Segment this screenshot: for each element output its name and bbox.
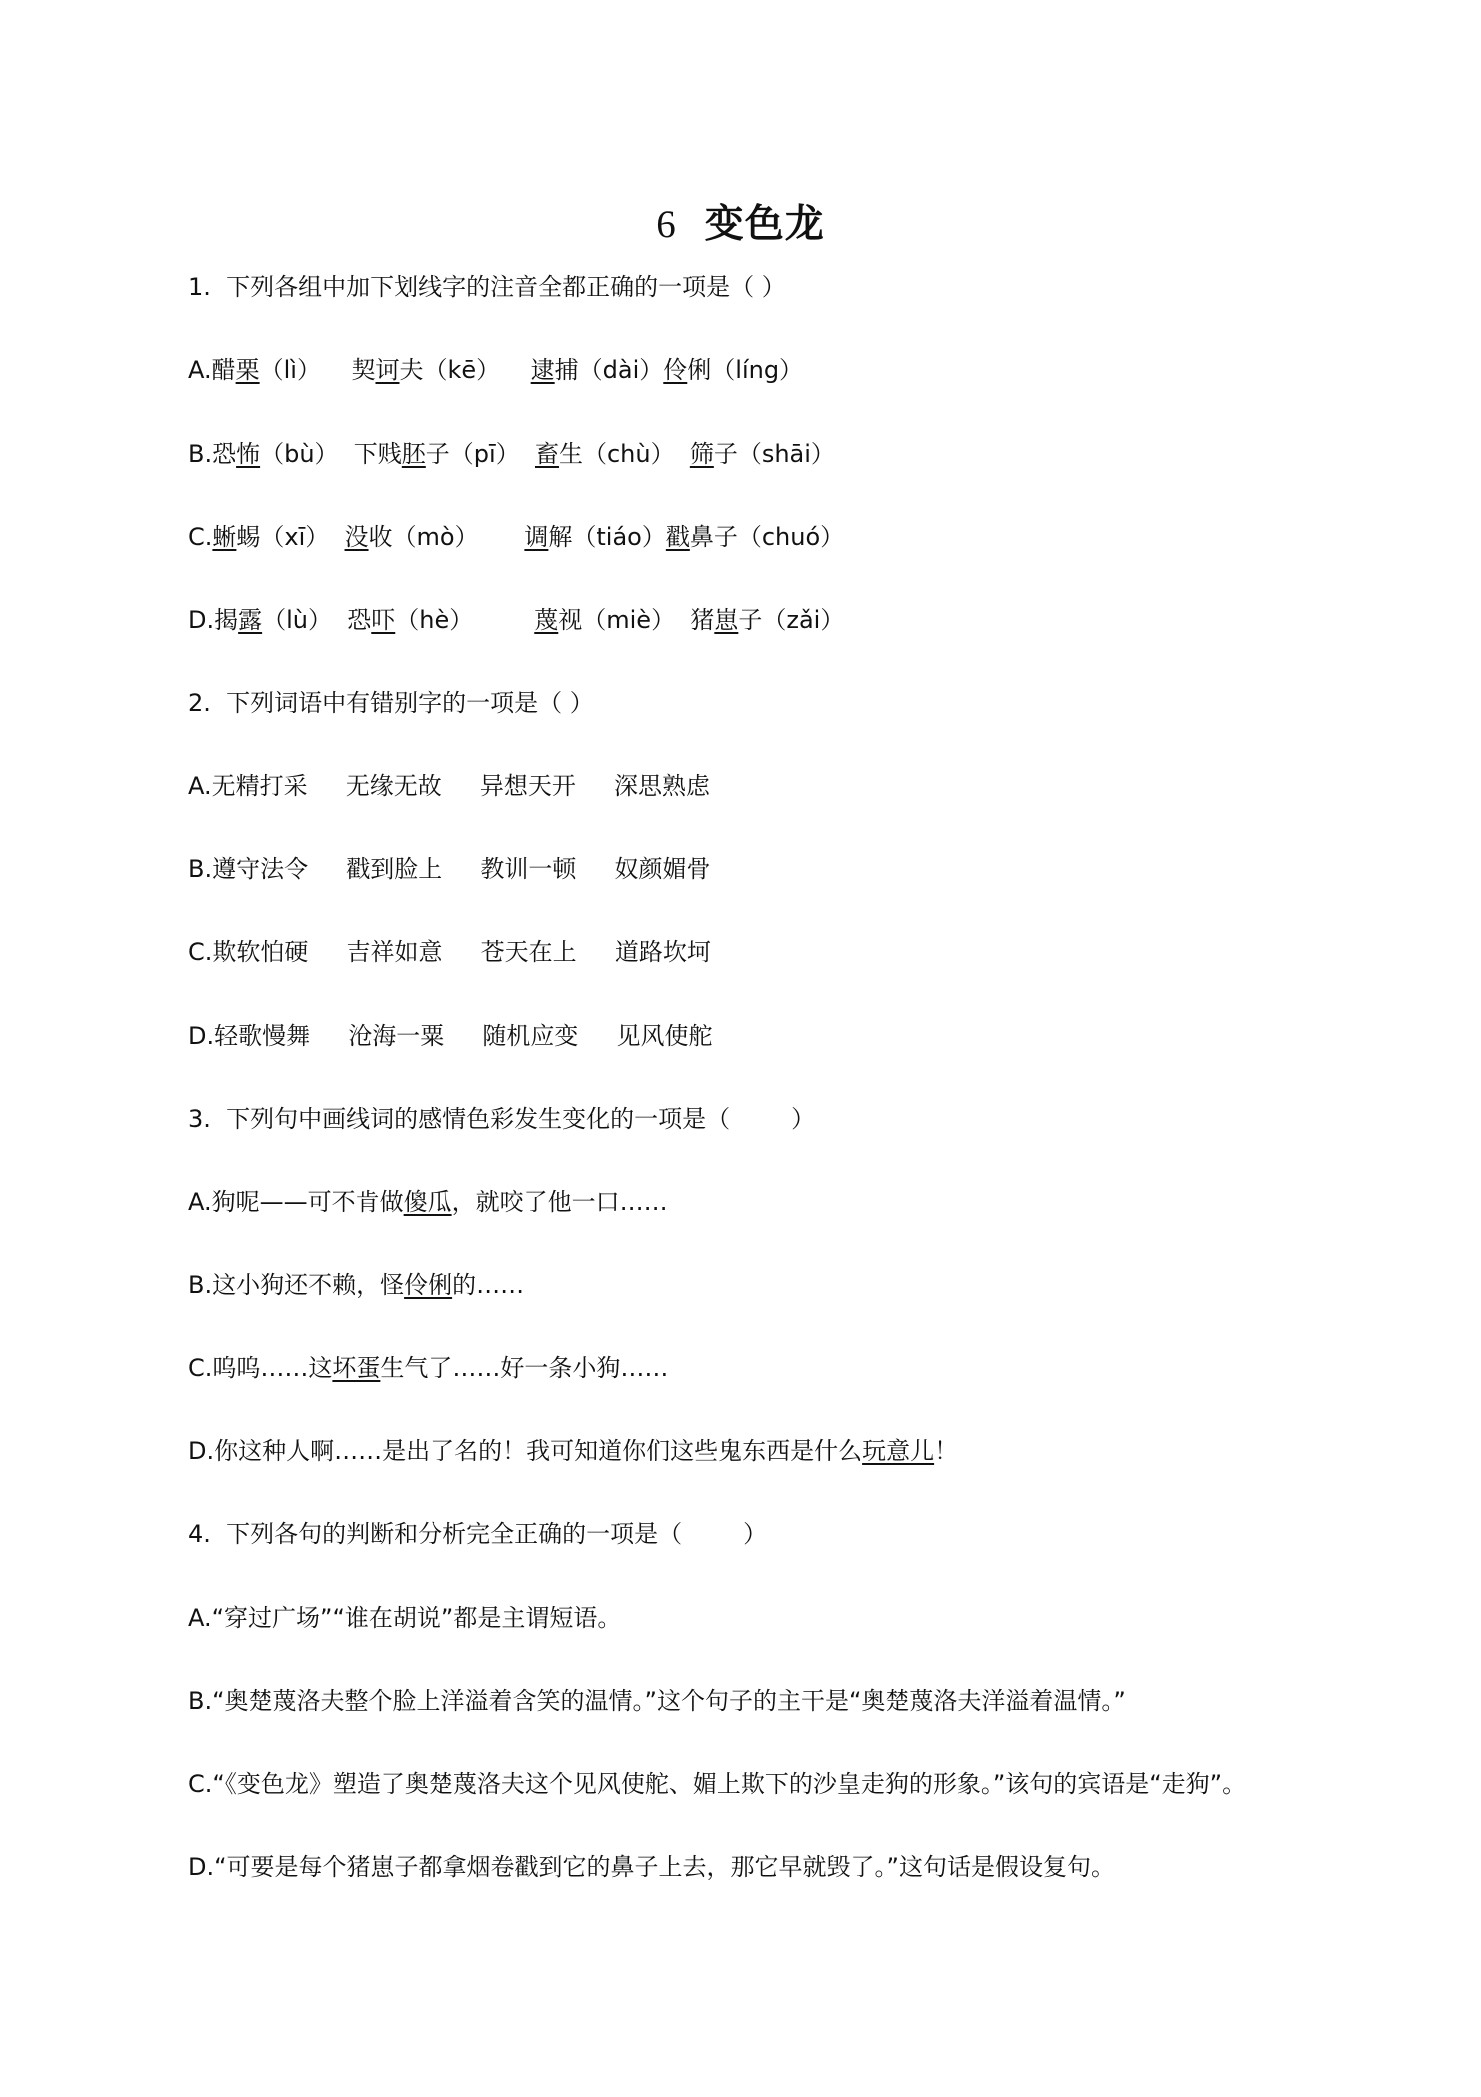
underlined-char: 栗 bbox=[235, 356, 260, 384]
underlined-char: 蜥 bbox=[212, 523, 237, 551]
underlined-word: 傻瓜 bbox=[403, 1188, 452, 1216]
text: （lù） 恐 bbox=[262, 606, 372, 634]
question-2-option-b: B.遵守法令 戳到脸上 教训一顿 奴颜媚骨 bbox=[188, 855, 711, 883]
text: 子（shāi） bbox=[713, 440, 835, 468]
question-4-option-c: C.“《变色龙》塑造了奥楚蔑洛夫这个见风使舵、媚上欺下的沙皇走狗的形象。”该句的宾语是“走狗”。 bbox=[188, 1770, 1247, 1798]
question-3-option-c bbox=[188, 1353, 668, 1383]
text: 蜴（xī） bbox=[236, 523, 345, 551]
underlined-char: 崽 bbox=[714, 606, 739, 634]
question-3-option-b bbox=[188, 1270, 524, 1300]
underlined-char: 逮 bbox=[530, 356, 555, 384]
text: 收（mò） bbox=[368, 523, 525, 551]
text: A.狗呢——可不肯做 bbox=[188, 1188, 404, 1216]
option-label: D. bbox=[188, 606, 215, 634]
text: 俐（líng） bbox=[687, 356, 804, 384]
text: （hè） bbox=[395, 606, 535, 634]
text: 子（zǎi） bbox=[738, 606, 845, 634]
question-1-stem: 1. 下列各组中加下划线字的注音全都正确的一项是（ ） bbox=[188, 273, 786, 301]
text: ！ bbox=[934, 1437, 959, 1465]
question-4-option-d: D.“可要是每个猪崽子都拿烟卷戳到它的鼻子上去，那它早就毁了。”这句话是假设复句。 bbox=[188, 1853, 1115, 1881]
underlined-char: 戳 bbox=[665, 523, 690, 551]
option-label: B. bbox=[188, 440, 213, 468]
text: 的…… bbox=[452, 1271, 525, 1299]
text: 捕（dài） bbox=[554, 356, 664, 384]
option-label: A. bbox=[188, 356, 212, 384]
question-1-option-b bbox=[188, 439, 835, 469]
underlined-char: 没 bbox=[344, 523, 369, 551]
question-3-option-a bbox=[188, 1187, 668, 1217]
question-1-option-d bbox=[188, 605, 844, 635]
underlined-word: 坏蛋 bbox=[332, 1354, 381, 1382]
question-3-option-d bbox=[188, 1436, 958, 1466]
text: 揭 bbox=[214, 606, 239, 634]
underlined-char: 露 bbox=[238, 606, 263, 634]
page-title bbox=[0, 193, 1481, 249]
underlined-char: 诃 bbox=[375, 356, 400, 384]
question-3-stem: 3. 下列句中画线词的感情色彩发生变化的一项是（ ） bbox=[188, 1105, 816, 1133]
text: 子（pī） bbox=[425, 440, 535, 468]
question-1-option-c bbox=[188, 522, 844, 552]
question-4-stem: 4. 下列各句的判断和分析完全正确的一项是（ ） bbox=[188, 1520, 768, 1548]
text: ，就咬了他一口…… bbox=[451, 1188, 668, 1216]
underlined-char: 筛 bbox=[689, 440, 714, 468]
lesson-title: 变色龙 bbox=[704, 202, 825, 247]
option-label: C. bbox=[188, 523, 213, 551]
text: B.这小狗还不赖，怪 bbox=[188, 1271, 405, 1299]
text: 醋 bbox=[211, 356, 236, 384]
question-2-option-d: D.轻歌慢舞 沧海一粟 随机应变 见风使舵 bbox=[188, 1022, 713, 1050]
underlined-char: 蔑 bbox=[534, 606, 559, 634]
question-1-option-a bbox=[188, 355, 803, 385]
text: 鼻子（chuó） bbox=[689, 523, 845, 551]
text: 恐 bbox=[212, 440, 237, 468]
underlined-char: 怖 bbox=[236, 440, 261, 468]
underlined-char: 畜 bbox=[534, 440, 559, 468]
question-2-option-a: A.无精打采 无缘无故 异想天开 深思熟虑 bbox=[188, 772, 711, 800]
text: 解（tiáo） bbox=[548, 523, 666, 551]
text: C.呜呜……这 bbox=[188, 1354, 333, 1382]
underlined-char: 伶 bbox=[663, 356, 688, 384]
question-4-option-a: A.“穿过广场”“谁在胡说”都是主谓短语。 bbox=[188, 1604, 622, 1632]
underlined-word: 伶俐 bbox=[404, 1271, 453, 1299]
text: （bù） 下贱 bbox=[260, 440, 402, 468]
text: 视（miè） 猪 bbox=[558, 606, 715, 634]
lesson-number: 6 bbox=[656, 203, 677, 246]
underlined-word: 玩意儿 bbox=[862, 1437, 935, 1465]
question-4-option-b: B.“奥楚蔑洛夫整个脸上洋溢着含笑的温情。”这个句子的主干是“奥楚蔑洛夫洋溢着温情。” bbox=[188, 1687, 1126, 1715]
question-2-option-c: C.欺软怕硬 吉祥如意 苍天在上 道路坎坷 bbox=[188, 938, 711, 966]
text: 生气了……好一条小狗…… bbox=[380, 1354, 669, 1382]
question-2-stem: 2. 下列词语中有错别字的一项是（ ） bbox=[188, 689, 594, 717]
underlined-char: 吓 bbox=[371, 606, 396, 634]
text: D.你这种人啊……是出了名的！我可知道你们这些鬼东西是什么 bbox=[188, 1437, 863, 1465]
underlined-char: 胚 bbox=[401, 440, 426, 468]
text: （lì） 契 bbox=[259, 356, 376, 384]
text: 生（chù） bbox=[558, 440, 690, 468]
text: 夫（kē） bbox=[399, 356, 531, 384]
underlined-char: 调 bbox=[524, 523, 549, 551]
